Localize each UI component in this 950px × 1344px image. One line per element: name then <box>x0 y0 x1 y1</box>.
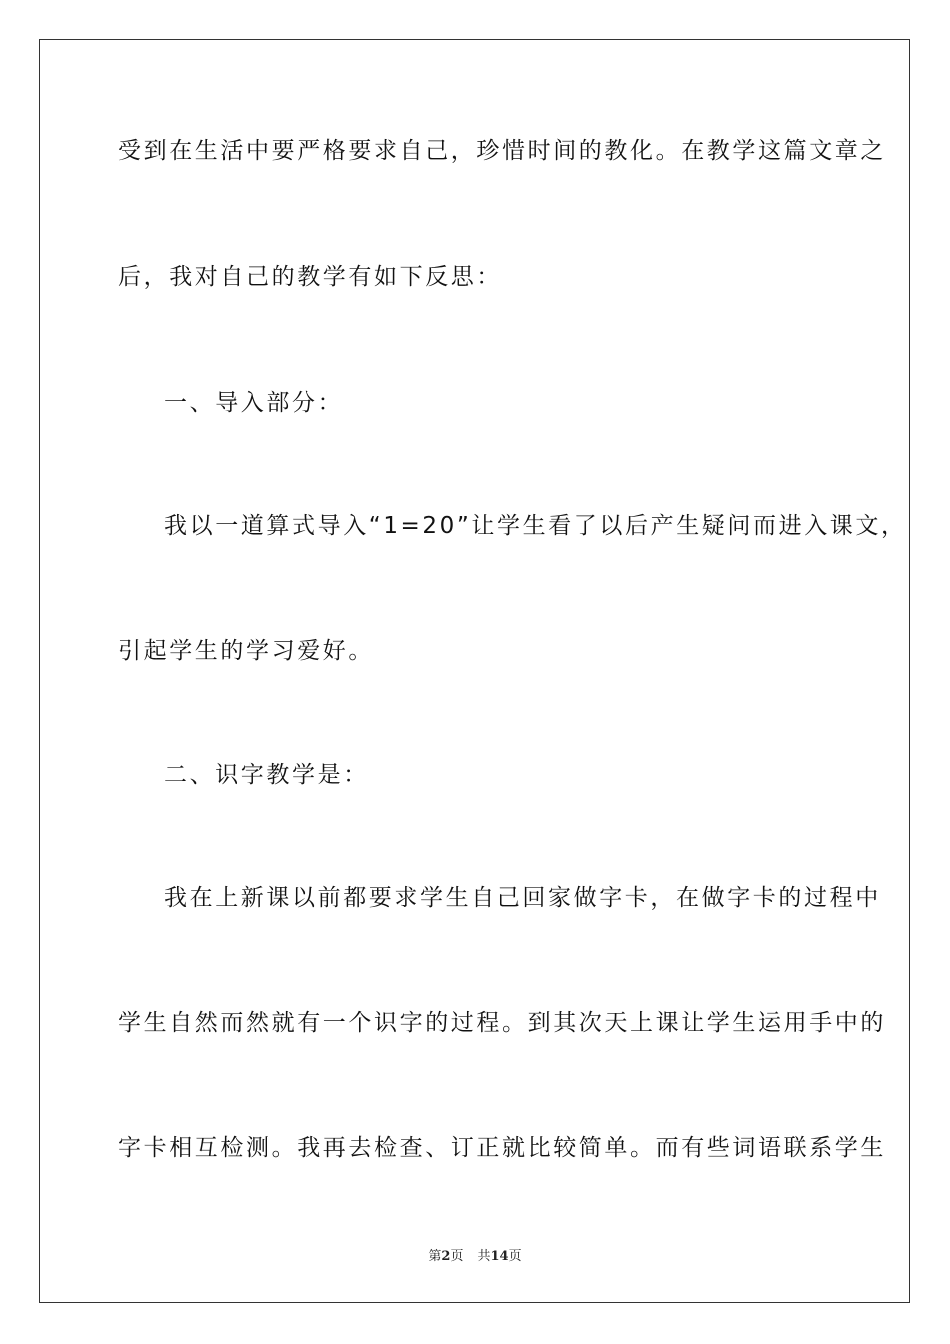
page-footer <box>0 1248 950 1266</box>
footer-page-suffix: 页 <box>450 1249 464 1264</box>
footer-total-suffix: 页 <box>508 1249 522 1264</box>
body-line-6: 学生自然而然就有一个识字的过程。到其次天上课让学生运用手中的 <box>118 1010 886 1036</box>
section-heading-literacy: 二、识字教学是： <box>164 762 369 788</box>
footer-page-prefix: 第 <box>428 1249 442 1264</box>
footer-total-pages: 14 <box>490 1249 509 1264</box>
footer-page-number: 2 <box>441 1249 451 1264</box>
body-line-5: 我在上新课以前都要求学生自己回家做字卡，在做字卡的过程中 <box>164 885 881 911</box>
footer-total-prefix: 共 <box>477 1249 491 1264</box>
page-border <box>39 39 910 1303</box>
body-line-3: 我以一道算式导入“1=20”让学生看了以后产生疑问而进入课文， <box>164 513 907 539</box>
body-line-1: 受到在生活中要严格要求自己，珍惜时间的教化。在教学这篇文章之 <box>118 138 886 164</box>
body-line-4: 引起学生的学习爱好。 <box>118 638 374 664</box>
body-line-7: 字卡相互检测。我再去检查、订正就比较简单。而有些词语联系学生 <box>118 1135 886 1161</box>
section-heading-import: 一、导入部分： <box>164 390 344 416</box>
body-line-2: 后，我对自己的教学有如下反思： <box>118 264 502 290</box>
